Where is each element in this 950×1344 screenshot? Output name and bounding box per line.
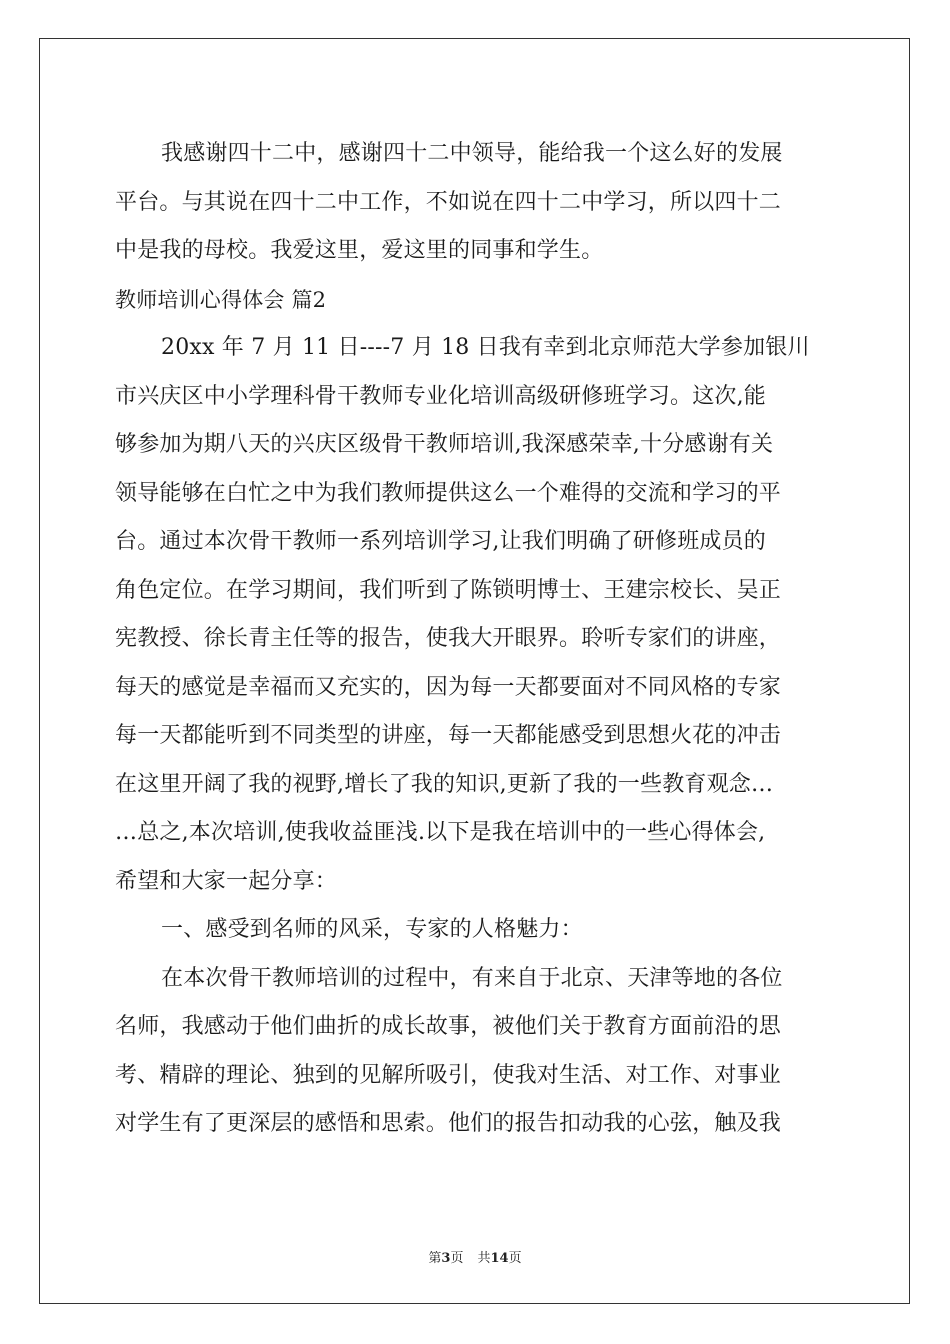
document-body [115, 130, 835, 1149]
text-line: 每天的感觉是幸福而又充实的，因为每一天都要面对不同风格的专家 [115, 674, 782, 700]
text-line: 角色定位。在学习期间，我们听到了陈锁明博士、王建宗校长、吴正 [115, 577, 782, 603]
text-line: 市兴庆区中小学理科骨干教师专业化培训高级研修班学习。这次,能 [115, 383, 766, 409]
text-line: 中是我的母校。我爱这里，爱这里的同事和学生。 [115, 238, 604, 263]
text-line: 考、精辟的理论、独到的见解所吸引，使我对生活、对工作、对事业 [115, 1062, 782, 1088]
page-suffix: 页 [450, 1251, 464, 1266]
text-line: 20xx 年 7 月 11 日----7 月 18 日我有幸到北京师范大学参加银川 [161, 335, 810, 360]
page-footer [0, 1247, 950, 1266]
text-line: 一、感受到名师的风采，专家的人格魅力： [161, 917, 583, 942]
text-line: 台。通过本次骨干教师一系列培训学习,让我们明确了研修班成员的 [115, 529, 766, 554]
text-line: 平台。与其说在四十二中工作，不如说在四十二中学习，所以四十二 [115, 189, 782, 215]
section-heading: 教师培训心得体会 篇2 [115, 287, 327, 312]
text-line: 名师，我感动于他们曲折的成长故事，被他们关于教育方面前沿的思 [115, 1014, 782, 1039]
text-line: 每一天都能听到不同类型的讲座，每一天都能感受到思想火花的冲击 [115, 723, 782, 748]
total-prefix: 共 [477, 1251, 491, 1266]
total-suffix: 页 [508, 1251, 522, 1266]
text-line: 够参加为期八天的兴庆区级骨干教师培训,我深感荣幸,十分感谢有关 [115, 432, 774, 457]
page-number: 3 [441, 1251, 451, 1266]
text-line: 在本次骨干教师培训的过程中，有来自于北京、天津等地的各位 [161, 965, 783, 991]
total-pages: 14 [490, 1251, 509, 1266]
text-line: 希望和大家一起分享： [115, 868, 338, 894]
text-line: …总之,本次培训,使我收益匪浅.以下是我在培训中的一些心得体会, [115, 820, 766, 845]
page-prefix: 第 [428, 1251, 442, 1266]
text-line: 宪教授、徐长青主任等的报告，使我大开眼界。聆听专家们的讲座， [115, 626, 782, 651]
text-line: 领导能够在白忙之中为我们教师提供这么一个难得的交流和学习的平 [115, 480, 782, 506]
text-line: 在这里开阔了我的视野,增长了我的知识,更新了我的一些教育观念… [115, 771, 774, 797]
text-line: 我感谢四十二中，感谢四十二中领导，能给我一个这么好的发展 [161, 141, 783, 166]
text-line: 对学生有了更深层的感悟和思索。他们的报告扣动我的心弦，触及我 [115, 1111, 782, 1136]
